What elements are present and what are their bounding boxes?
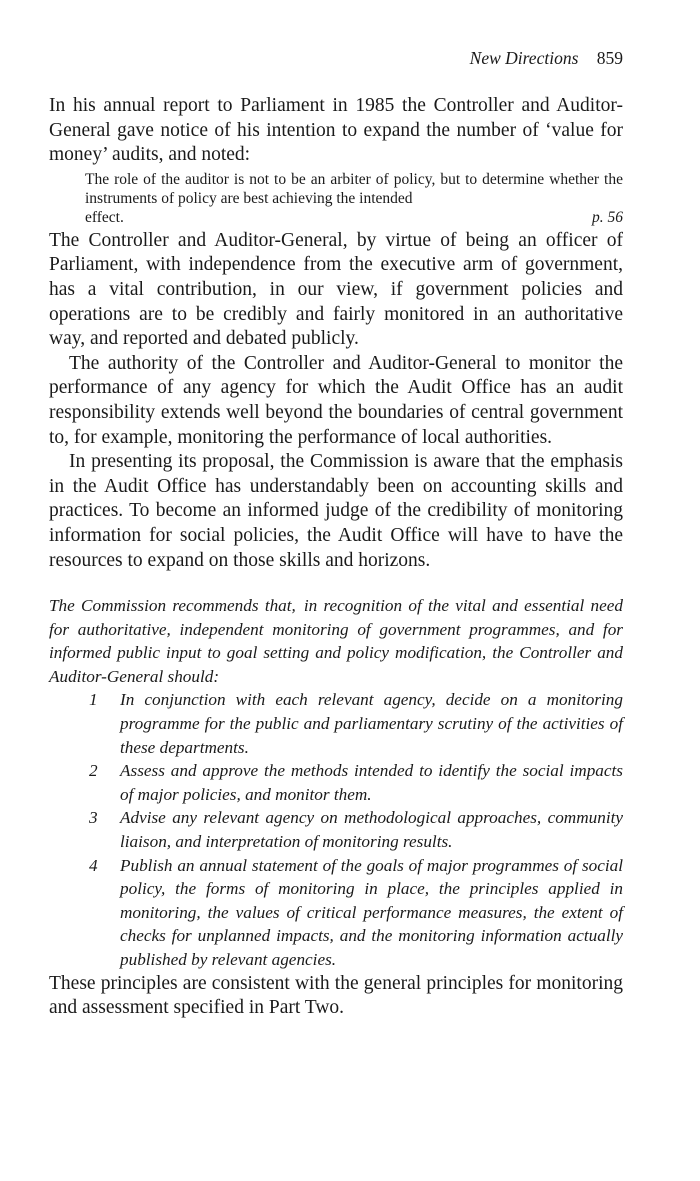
paragraph-authority: The authority of the Controller and Auditor-General to monitor the performance of any agency for which the Audit Office has an audit responsibility extends well beyond the boundaries of central government to, for example, monitoring the performance of local authorities.: [49, 352, 623, 448]
paragraph-officer-of-parliament: The Controller and Auditor-General, by virtue of being an officer of Parliament, with independence from the executive arm of government, has a vital contribution, in our view, if government policies and operations are to be credibly and fairly monitored in an authoritative way, and reported and debated publicly.: [49, 229, 623, 350]
recommendation-list: [49, 688, 623, 971]
list-item-text: Publish an annual statement of the goals of major programmes of social policy, the forms of monitoring in place, the principles applied in monitoring, the values of critical performance measures, the extent of checks for unplanned impacts, and the monitoring information actually published by relevant agencies.: [120, 855, 623, 969]
running-head-title: New Directions: [469, 48, 579, 68]
list-item-number: 2: [89, 761, 98, 781]
block-quote: [85, 170, 623, 227]
paragraph-annual-report: In his annual report to Parliament in 1985 the Controller and Auditor-General gave notice of his intention to expand the number of ‘value for money’ audits, and noted:: [49, 95, 623, 166]
list-item: [49, 854, 623, 972]
list-item: [49, 759, 623, 806]
closing-paragraph: These principles are consistent with the general principles for monitoring and assessment specified in Part Two.: [49, 972, 623, 1019]
list-item-number: 1: [89, 690, 98, 710]
paragraph-proposal: In presenting its proposal, the Commission is aware that the emphasis in the Audit Office has understandably been on accounting skills and practices. To become an informed judge of the credibility of monitoring information for social policies, the Audit Office will have to have the resources to expand on those skills and horizons.: [49, 451, 623, 571]
list-item-text: In conjunction with each relevant agency, decide on a monitoring programme for the public and parliamentary scrutiny of the activities of these departments.: [120, 690, 623, 757]
page-number: 859: [596, 48, 623, 68]
recommendation: [49, 594, 623, 688]
list-item-number: 3: [89, 808, 98, 828]
list-item: [49, 688, 623, 759]
book-page: [49, 46, 623, 1021]
list-item-text: Advise any relevant agency on methodological approaches, community liaison, and interpretation of monitoring results.: [120, 808, 623, 852]
running-head: [49, 46, 623, 86]
quote-last-word: effect.: [85, 208, 124, 226]
list-item: [49, 806, 623, 853]
quote-text: The role of the auditor is not to be an arbiter of policy, but to determine whether the instruments of policy are best achieving the intended: [85, 170, 623, 207]
quote-citation: p. 56: [592, 208, 623, 226]
recommendation-body: in recognition of the vital and essential need for authoritative, independent monitoring of government programmes, and for informed public input to goal setting and policy modification, the Controller and Auditor-General should:: [49, 596, 624, 686]
list-item-number: 4: [89, 855, 98, 875]
recommendation-lead: The Commission recommends that,: [49, 596, 296, 616]
list-item-text: Assess and approve the methods intended to identify the social impacts of major policies, and monitor them.: [120, 761, 623, 804]
